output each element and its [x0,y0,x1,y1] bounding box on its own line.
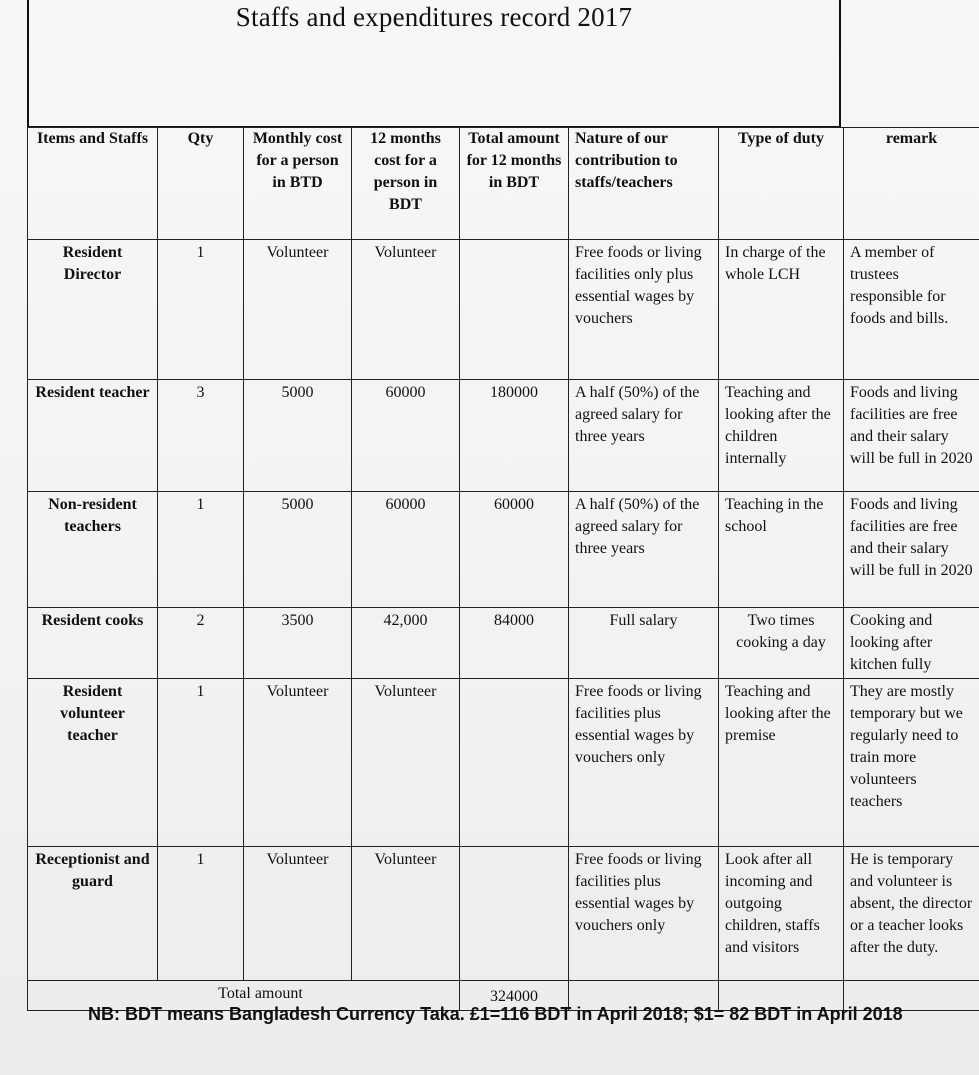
row-remark: He is temporary and volunteer is absent, the director or a teacher looks after the duty. [844,847,979,981]
row-monthly: 5000 [244,380,352,492]
header-items: Items and Staffs [28,128,158,240]
row-item: Resident cooks [28,608,158,679]
row-yearly: 60000 [352,380,460,492]
header-yearly: 12 months cost for a person in BDT [352,128,460,240]
row-item: Non-resident teachers [28,492,158,608]
footnote: NB: BDT means Bangladesh Currency Taka. £1=116 BDT in April 2018; $1= 82 BDT in April 2018 [88,1004,903,1024]
total-label: Total amount [28,981,460,1011]
row-item: Resident volunteer teacher [28,679,158,847]
row-total [460,240,569,380]
row-yearly: Volunteer [352,679,460,847]
document-title: Staffs and expenditures record 2017 [235,2,633,32]
header-qty: Qty [158,128,244,240]
table-row [28,492,979,608]
row-yearly: Volunteer [352,240,460,380]
header-total: Total amount for 12 months in BDT [460,128,569,240]
row-total: 180000 [460,380,569,492]
row-monthly: 5000 [244,492,352,608]
title-box [27,0,841,128]
row-remark: Foods and living facilities are free and their salary will be full in 2020 [844,492,979,608]
row-nature: Full salary [569,608,719,679]
table-row [28,240,979,380]
row-total [460,679,569,847]
table-row [28,847,979,981]
row-yearly: Volunteer [352,847,460,981]
row-item: Resident teacher [28,380,158,492]
row-qty: 1 [158,240,244,380]
row-nature: A half (50%) of the agreed salary for three years [569,380,719,492]
row-item: Resident Director [28,240,158,380]
row-duty: Teaching and looking after the children internally [719,380,844,492]
row-remark: They are mostly temporary but we regularly need to train more volunteers teachers [844,679,979,847]
row-qty: 2 [158,608,244,679]
header-nature: Nature of our contribution to staffs/teachers [569,128,719,240]
header-remark: remark [844,128,979,240]
total-value: 324000 [460,981,569,1011]
row-nature: Free foods or living facilities plus essential wages by vouchers only [569,847,719,981]
row-duty: In charge of the whole LCH [719,240,844,380]
row-remark: Foods and living facilities are free and their salary will be full in 2020 [844,380,979,492]
table-row [28,608,979,679]
row-remark: Cooking and looking after kitchen fully [844,608,979,679]
header-duty: Type of duty [719,128,844,240]
row-nature: A half (50%) of the agreed salary for three years [569,492,719,608]
row-total [460,847,569,981]
row-nature: Free foods or living facilities only plus essential wages by vouchers [569,240,719,380]
row-qty: 1 [158,679,244,847]
row-duty: Look after all incoming and outgoing children, staffs and visitors [719,847,844,981]
row-yearly: 60000 [352,492,460,608]
row-nature: Free foods or living facilities plus essential wages by vouchers only [569,679,719,847]
row-monthly: 3500 [244,608,352,679]
row-qty: 1 [158,492,244,608]
row-qty: 1 [158,847,244,981]
row-yearly: 42,000 [352,608,460,679]
row-duty: Teaching in the school [719,492,844,608]
table-row [28,380,979,492]
row-monthly: Volunteer [244,847,352,981]
row-total: 60000 [460,492,569,608]
row-duty: Two times cooking a day [719,608,844,679]
expenditure-table [27,127,979,1011]
row-item: Receptionist and guard [28,847,158,981]
header-row [28,128,979,240]
row-total: 84000 [460,608,569,679]
header-monthly: Monthly cost for a person in BTD [244,128,352,240]
row-duty: Teaching and looking after the premise [719,679,844,847]
row-monthly: Volunteer [244,679,352,847]
row-qty: 3 [158,380,244,492]
table-row [28,679,979,847]
row-remark: A member of trustees responsible for foods and bills. [844,240,979,380]
row-monthly: Volunteer [244,240,352,380]
